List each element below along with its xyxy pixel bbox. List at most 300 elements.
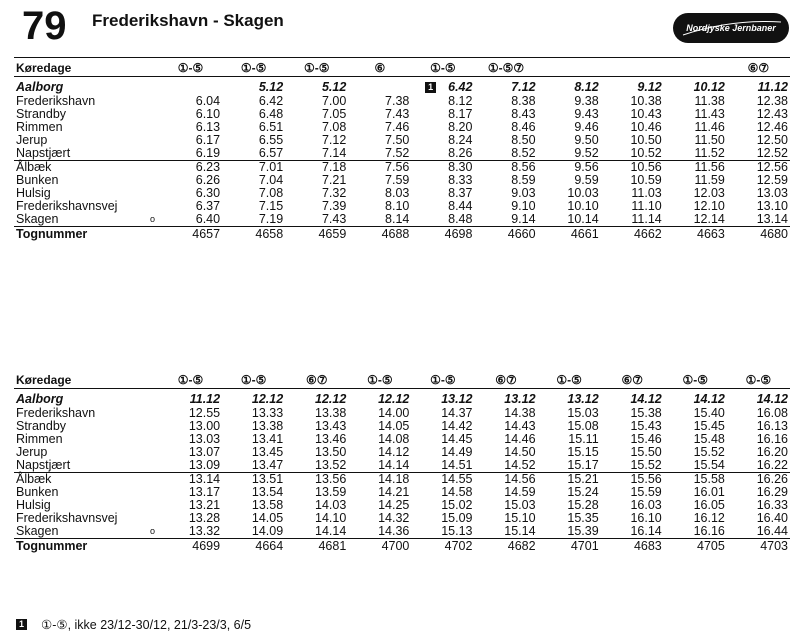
departure-time: 11.59 [694,173,725,187]
departure-time: 7.56 [348,161,411,175]
mark-cell [146,227,159,242]
departure-time: 8.56 [474,161,537,175]
departure-time: 16.22 [756,458,788,472]
departure-time: 14.59 [504,485,536,499]
departure-time: 15.39 [567,524,599,538]
train-number: 4701 [538,539,601,554]
departure-time: 14.21 [378,485,410,499]
train-number: 4703 [727,539,790,554]
aalborg-time: 12.12 [251,392,284,406]
departure-time: 15.52 [693,445,725,459]
departure-time: 10.38 [630,94,662,108]
departure-time: 15.28 [567,498,599,512]
aalborg-time: 8.12 [574,80,599,94]
train-number: 4702 [411,539,474,554]
departure-time: 15.50 [630,445,662,459]
departure-time: 6.19 [195,146,221,160]
departure-time: 10.52 [630,146,662,160]
train-number: 4683 [601,539,664,554]
departure-time: 14.03 [315,498,347,512]
departure-time: 16.03 [630,498,662,512]
departure-time: 8.03 [385,186,410,200]
departure-time: 11.46 [694,120,725,134]
footnote-text: ①-⑤, ikke 23/12-30/12, 21/3-23/3, 6/5 [41,618,252,632]
terminal-mark: o [149,526,155,536]
departure-time: 13.14 [159,473,222,487]
departure-time: 15.52 [630,458,662,472]
departure-time: 15.46 [630,432,662,446]
train-number: 4698 [411,227,474,242]
departure-time: 8.44 [448,199,473,213]
stop-name: Jerup [16,445,48,459]
aalborg-departure [411,389,474,408]
koredage-label: Køredage [14,372,146,389]
stop-name: Napstjært [16,458,71,472]
aalborg-departure [727,389,790,408]
departure-time: 14.46 [504,432,536,446]
stop-name: Rimmen [16,120,63,134]
departure-time: 7.04 [258,173,284,187]
departure-time: 14.00 [378,406,410,420]
departure-time: 7.38 [385,94,410,108]
departure-time: 13.58 [251,498,284,512]
departure-time: 13.41 [251,432,284,446]
departure-time: 8.24 [448,133,473,147]
departure-time: 15.48 [693,432,725,446]
departure-time: 13.50 [315,445,347,459]
stop-row [14,525,790,539]
stop-name: Strandby [16,107,67,121]
departure-time: 7.19 [258,212,284,226]
departure-time: 6.40 [195,212,221,226]
departure-time: 16.16 [756,432,788,446]
departure-time: 15.59 [630,485,662,499]
departure-time: 14.37 [441,406,473,420]
departure-time: 6.04 [195,94,221,108]
stop-name: Frederikshavnsvej [16,511,118,525]
departure-time: 10.56 [601,161,664,175]
departure-time: 13.47 [251,458,284,472]
departure-time: 15.15 [567,445,599,459]
day-code: ①-⑤ [348,372,411,389]
aalborg-departure [159,77,222,96]
departure-time: 7.32 [321,186,347,200]
departure-time: 10.03 [567,186,599,200]
day-code: ①-⑤ [222,60,285,77]
departure-time: 7.12 [321,133,347,147]
departure-time: 16.10 [630,511,662,525]
departure-time: 6.13 [195,120,221,134]
departure-time: 14.10 [315,511,347,525]
departure-time: 8.33 [448,173,473,187]
stop-name: Rimmen [16,432,63,446]
terminal-mark [146,486,159,499]
departure-time: 7.43 [385,107,410,121]
departure-time: 7.52 [385,146,410,160]
aalborg-time: 12.12 [315,392,347,406]
departure-time: 9.10 [511,199,536,213]
tognummer-label: Tognummer [14,227,146,242]
train-number: 4705 [664,539,727,554]
stop-name: Strandby [16,419,67,433]
departure-time: 15.11 [568,432,599,446]
aalborg-departure [538,77,601,96]
day-code: ①-⑤ [411,60,474,77]
mark-cell [146,539,159,554]
train-number: 4681 [285,539,348,554]
terminal-mark [146,121,159,134]
stop-row [14,213,790,227]
aalborg-time: 11.12 [189,392,221,406]
stop-row [14,473,790,487]
train-number: 4657 [159,227,222,242]
departure-time: 14.09 [251,524,284,538]
departure-time: 14.56 [474,473,537,487]
train-number: 4688 [348,227,411,242]
departure-time: 11.52 [694,146,725,160]
departure-time: 8.17 [448,107,473,121]
terminal-mark [146,134,159,147]
aalborg-time: 14.12 [693,392,725,406]
day-code: ⑥⑦ [727,60,790,77]
departure-time: 14.51 [441,458,473,472]
aalborg-departure [601,389,664,408]
departure-time: 7.21 [321,173,347,187]
departure-time: 15.08 [567,419,599,433]
aalborg-time: 14.12 [756,392,788,406]
aalborg-departure [664,77,727,96]
departure-time: 15.03 [567,406,599,420]
departure-time: 8.48 [448,212,473,226]
departure-time: 15.40 [693,406,725,420]
day-code: ⑥ [348,60,411,77]
departure-time: 16.33 [756,498,788,512]
departure-time: 6.57 [258,146,284,160]
aalborg-departure [222,389,285,408]
day-code: ①-⑤ [664,372,727,389]
departure-time: 15.10 [504,511,536,525]
aalborg-time: 9.12 [637,80,662,94]
terminal-mark [146,147,159,161]
departure-time: 8.52 [511,146,536,160]
departure-time: 10.43 [630,107,662,121]
koredage-label: Køredage [14,60,146,77]
aalborg-departure [664,389,727,408]
timetable-afternoon [14,372,790,553]
departure-time: 13.14 [756,212,788,226]
departure-time: 13.46 [315,432,347,446]
route-number: 79 [22,4,67,48]
aalborg-time: 14.12 [630,392,662,406]
departure-time: 7.01 [222,161,285,175]
departure-time: 12.43 [756,107,788,121]
train-number: 4660 [474,227,537,242]
day-code: ①-⑤ [538,372,601,389]
train-number: 4664 [222,539,285,554]
terminal-mark [146,446,159,459]
aalborg-departure [411,77,474,96]
departure-time: 16.12 [693,511,725,525]
day-code [601,60,664,77]
terminal-mark [146,473,159,487]
departure-time: 13.45 [251,445,284,459]
departure-time: 8.20 [448,120,473,134]
departure-time: 13.38 [315,406,347,420]
train-number: 4682 [474,539,537,554]
mark-cell [146,77,159,96]
departure-time: 13.28 [188,511,221,525]
departure-time: 6.10 [195,107,221,121]
departure-time: 8.37 [448,186,473,200]
header-divider [14,57,790,58]
train-number: 4662 [601,227,664,242]
aalborg-row [14,77,790,96]
departure-time: 16.16 [693,524,725,538]
terminal-mark [146,200,159,213]
aalborg-time: 5.12 [258,80,284,94]
departure-time: 11.38 [694,94,725,108]
logo-text: Nordjyske Jernbaner [686,23,776,33]
stop-name: Bunken [16,173,59,187]
departure-time: 14.12 [378,445,410,459]
departure-time: 8.14 [385,212,410,226]
stop-name: Hulsig [16,498,51,512]
note-badge: 1 [425,82,436,93]
terminal-mark [146,161,159,175]
departure-time: 8.26 [448,146,473,160]
departure-time: 13.09 [188,458,221,472]
train-number: 4699 [159,539,222,554]
departure-time: 11.43 [694,107,725,121]
departure-time: 15.14 [504,524,536,538]
departure-time: 14.52 [504,458,536,472]
departure-time: 9.59 [574,173,599,187]
departure-time: 14.05 [251,511,284,525]
departure-time: 6.17 [195,133,221,147]
departure-time: 13.33 [251,406,284,420]
departure-time: 15.24 [567,485,599,499]
aalborg-time: 12.12 [378,392,410,406]
departure-time: 13.51 [222,473,285,487]
departure-time: 12.55 [188,406,221,420]
departure-time: 13.00 [188,419,221,433]
departure-time: 8.12 [448,94,473,108]
departure-time: 15.58 [664,473,727,487]
departure-time: 8.43 [511,107,536,121]
departure-time: 15.13 [441,524,473,538]
aalborg-departure [285,77,348,96]
departure-time: 7.46 [385,120,410,134]
train-number-row [14,539,790,554]
departure-time: 13.38 [251,419,284,433]
day-code [538,60,601,77]
departure-time: 13.07 [188,445,221,459]
departure-time: 6.30 [195,186,221,200]
day-code: ①-⑤ [159,60,222,77]
departure-time: 8.46 [511,120,536,134]
departure-time: 13.17 [188,485,221,499]
departure-time: 12.38 [756,94,788,108]
departure-time: 7.08 [258,186,284,200]
departure-time: 6.51 [258,120,284,134]
departure-time: 9.52 [574,146,599,160]
departure-time: 16.05 [693,498,725,512]
departure-time: 15.02 [441,498,473,512]
departure-time: 14.38 [504,406,536,420]
day-code [664,60,727,77]
aalborg-departure [727,77,790,96]
footnote-badge: 1 [16,619,27,630]
stop-name: Ålbæk [14,473,146,487]
day-code: ①-⑤⑦ [474,60,537,77]
aalborg-label: Aalborg [16,80,64,94]
terminal-mark [146,459,159,473]
departure-time: 7.50 [385,133,410,147]
departure-time: 6.42 [258,94,284,108]
aalborg-departure [348,77,411,96]
departure-time: 15.35 [567,511,599,525]
departure-time: 14.36 [378,524,410,538]
departure-time: 16.40 [756,511,788,525]
departure-time: 12.14 [693,212,725,226]
stop-row [14,459,790,473]
day-code: ①-⑤ [411,372,474,389]
terminal-mark [146,420,159,433]
departure-time: 9.56 [538,161,601,175]
mark-cell [146,60,159,77]
terminal-mark [146,95,159,108]
departure-time: 6.26 [195,173,221,187]
departure-time: 13.54 [251,485,284,499]
departure-time: 16.01 [693,485,725,499]
departure-time: 8.50 [511,133,536,147]
departure-time: 7.39 [321,199,347,213]
timetable-morning [14,60,790,241]
departure-time: 8.30 [411,161,474,175]
mark-cell [146,389,159,408]
departure-time: 6.48 [258,107,284,121]
aalborg-departure [348,389,411,408]
departure-time: 14.55 [411,473,474,487]
departure-time: 9.14 [511,212,536,226]
departure-time: 15.38 [630,406,662,420]
aalborg-time: 7.12 [511,80,536,94]
departure-time: 10.50 [630,133,662,147]
tognummer-label: Tognummer [14,539,146,554]
departure-time: 16.26 [727,473,790,487]
departure-time: 16.20 [756,445,788,459]
departure-time: 13.43 [315,419,347,433]
departure-time: 7.43 [321,212,347,226]
day-code: ⑥⑦ [474,372,537,389]
departure-time: 9.46 [574,120,599,134]
departure-time: 16.08 [756,406,788,420]
departure-time: 13.03 [756,186,788,200]
operator-logo [673,13,789,43]
departure-time: 7.18 [285,161,348,175]
route-title: Frederikshavn - Skagen [92,11,284,30]
departure-time: 15.03 [504,498,536,512]
departure-time: 9.50 [574,133,599,147]
departure-time: 14.49 [441,445,473,459]
departure-time: 8.59 [511,173,536,187]
departure-time: 12.52 [756,146,788,160]
departure-time: 12.56 [727,161,790,175]
departure-time: 11.50 [694,133,725,147]
departure-time: 13.03 [188,432,221,446]
stop-name: Skagen [16,524,59,538]
day-code: ①-⑤ [285,60,348,77]
departure-time: 15.09 [441,511,473,525]
departure-time: 10.46 [630,120,662,134]
departure-time: 7.15 [258,199,284,213]
departure-time: 13.52 [315,458,347,472]
departure-time: 15.17 [567,458,599,472]
aalborg-departure [159,389,222,408]
departure-time: 14.18 [348,473,411,487]
aalborg-row [14,389,790,408]
stop-name: Bunken [16,485,59,499]
terminal-mark [146,108,159,121]
aalborg-departure [601,77,664,96]
day-code: ①-⑤ [727,372,790,389]
terminal-mark [146,499,159,512]
day-code: ⑥⑦ [285,372,348,389]
departure-time: 14.45 [441,432,473,446]
aalborg-departure [474,389,537,408]
stop-row [14,147,790,161]
aalborg-departure [285,389,348,408]
stop-name: Napstjært [16,146,71,160]
stop-name: Jerup [16,133,48,147]
train-number: 4658 [222,227,285,242]
aalborg-time: 6.42 [448,80,473,94]
day-code: ①-⑤ [222,372,285,389]
departure-time: 13.10 [756,199,788,213]
terminal-mark [146,512,159,525]
aalborg-departure [538,389,601,408]
departure-time: 10.14 [567,212,599,226]
days-row [14,60,790,77]
departure-time: 6.23 [159,161,222,175]
terminal-mark [146,433,159,446]
aalborg-time: 13.12 [504,392,536,406]
departure-time: 9.03 [511,186,536,200]
day-code: ⑥⑦ [601,372,664,389]
stop-name: Ålbæk [14,161,146,175]
departure-time: 14.14 [378,458,410,472]
departure-time: 9.38 [574,94,599,108]
departure-time: 13.32 [188,524,221,538]
departure-time: 6.37 [195,199,221,213]
stop-name: Frederikshavn [16,94,96,108]
train-number: 4659 [285,227,348,242]
departure-time: 16.29 [756,485,788,499]
aalborg-time: 13.12 [567,392,599,406]
departure-time: 7.59 [385,173,410,187]
departure-time: 6.55 [258,133,284,147]
departure-time: 16.44 [756,524,788,538]
departure-time: 12.10 [693,199,725,213]
train-number: 4700 [348,539,411,554]
departure-time: 10.59 [630,173,662,187]
departure-time: 16.14 [630,524,662,538]
aalborg-departure [474,77,537,96]
departure-time: 14.32 [378,511,410,525]
departure-time: 14.43 [504,419,536,433]
departure-time: 14.58 [441,485,473,499]
departure-time: 11.14 [631,212,662,226]
